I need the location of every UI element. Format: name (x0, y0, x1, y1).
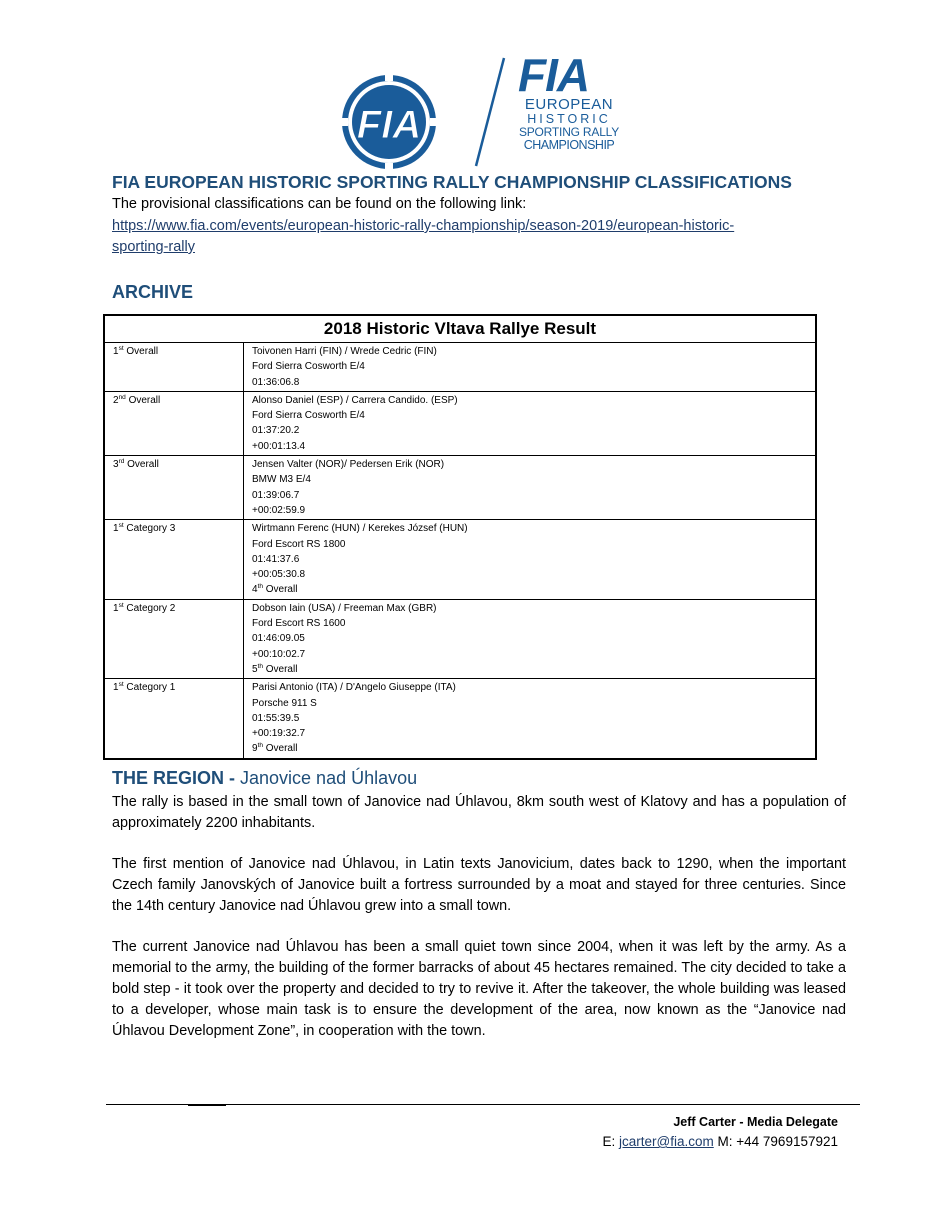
position-label: Category 2 (123, 602, 176, 614)
result-details (244, 520, 817, 599)
results-table-body (104, 343, 816, 759)
overall-suffix: th (257, 662, 263, 670)
position-number: 1 (113, 682, 119, 694)
footer-email-label: E: (602, 1134, 620, 1149)
result-row (104, 343, 816, 392)
position-label: Overall (123, 346, 159, 357)
result-details (244, 343, 817, 392)
position-number: 1 (113, 602, 119, 614)
region-heading (112, 768, 417, 789)
result-row (104, 599, 816, 678)
position-label: Overall (124, 459, 159, 471)
total-time: 01:55:39.5 (252, 712, 300, 724)
region-heading-label: THE REGION - (112, 768, 236, 788)
overall-number: 9 (252, 743, 258, 755)
position-number: 1 (113, 523, 119, 535)
position-label: Category 1 (123, 682, 176, 694)
crew-names: Dobson Iain (USA) / Freeman Max (GBR) (252, 602, 437, 614)
position-suffix: rd (118, 458, 125, 466)
result-row (104, 456, 816, 520)
time-gap: +00:01:13.4 (252, 440, 306, 452)
championship-logo-line2: HISTORIC (527, 112, 611, 126)
footer-email-link[interactable]: jcarter@fia.com (619, 1134, 714, 1149)
classifications-link[interactable]: https://www.fia.com/events/european-historic-rally-championship/season-2019/european-historic- (112, 218, 735, 234)
overall-number: 4 (252, 584, 258, 596)
total-time: 01:39:06.7 (252, 489, 300, 501)
crew-names: Toivonen Harri (FIN) / Wrede Cedric (FIN) (252, 346, 437, 357)
result-position (104, 520, 244, 599)
footer-mobile: M: +44 7969157921 (713, 1134, 838, 1149)
crew-names: Parisi Antonio (ITA) / D'Angelo Giuseppe (ITA) (252, 682, 456, 694)
total-time: 01:41:37.6 (252, 553, 300, 565)
classifications-heading: FIA EUROPEAN HISTORIC SPORTING RALLY CHAMPIONSHIP CLASSIFICATIONS (112, 172, 792, 192)
position-number: 3 (113, 459, 119, 471)
position-suffix: st (118, 522, 124, 530)
result-row (104, 391, 816, 455)
result-details (244, 679, 817, 759)
championship-logo (518, 49, 628, 170)
overall-suffix: th (257, 742, 263, 750)
position-suffix: st (118, 345, 124, 352)
car-model: Porsche 911 S (252, 697, 317, 709)
overall-label: Overall (262, 663, 298, 675)
time-gap: +00:05:30.8 (252, 569, 306, 581)
result-position (104, 679, 244, 759)
crew-names: Wirtmann Ferenc (HUN) / Kerekes József (HUN) (252, 523, 468, 535)
region-paragraph-3: The current Janovice nad Úhlavou has been a small quiet town since 2004, when it was left by the army. As a memorial to the army, the building of the former barracks of about 45 hectares remained. The city decided to take a bold step - it took over the property and decided to try to revive it. After the takeover, the whole building was leased to a developer, whose main task is to ensure the development of the area, now known as the “Janovice nad Úhlavou Development Zone”, in cooperation with the town. (112, 939, 846, 1039)
result-position (104, 599, 244, 678)
car-model: Ford Sierra Cosworth E/4 (252, 361, 365, 373)
header-logos (330, 49, 630, 172)
time-gap: +00:02:59.9 (252, 504, 306, 516)
result-position (104, 456, 244, 520)
position-number: 2 (113, 394, 119, 406)
footer-divider-accent (188, 1104, 226, 1106)
result-position (104, 391, 244, 455)
region-paragraph-1: The rally is based in the small town of Janovice nad Úhlavou, 8km south west of Klatovy and has a population of approximately 2200 inhabitants. (112, 794, 846, 831)
overall-number: 5 (252, 663, 258, 675)
total-time: 01:37:20.2 (252, 425, 300, 437)
results-table (103, 314, 817, 760)
championship-logo-wordmark: FIA (518, 49, 590, 101)
footer-contact-details (603, 1134, 838, 1149)
time-gap: +00:10:02.7 (252, 648, 306, 660)
car-model: Ford Escort RS 1800 (252, 538, 346, 550)
overall-label: Overall (262, 743, 298, 755)
fia-logo (330, 72, 448, 172)
crew-names: Alonso Daniel (ESP) / Carrera Candido. (ESP) (252, 394, 458, 406)
overall-position (252, 662, 809, 677)
car-model: BMW M3 E/4 (252, 474, 311, 486)
car-model: Ford Escort RS 1600 (252, 618, 346, 630)
position-suffix: nd (118, 393, 126, 401)
result-details (244, 456, 817, 520)
car-model: Ford Sierra Cosworth E/4 (252, 410, 365, 422)
footer-contact-name: Jeff Carter - Media Delegate (673, 1115, 838, 1129)
classifications-intro: The provisional classifications can be found on the following link: (112, 196, 527, 212)
championship-logo-line4: CHAMPIONSHIP (523, 138, 615, 152)
crew-names: Jensen Valter (NOR)/ Pedersen Erik (NOR) (252, 459, 445, 471)
position-suffix: st (118, 681, 124, 689)
classifications-link-continued[interactable]: sporting-rally (112, 239, 195, 255)
result-row (104, 679, 816, 759)
fia-logo-text: FIA (356, 103, 422, 147)
archive-heading: ARCHIVE (112, 282, 194, 302)
region-heading-town: Janovice nad Úhlavou (235, 768, 418, 788)
championship-logo-line3: SPORTING RALLY (518, 125, 620, 139)
overall-position (252, 741, 809, 756)
result-row (104, 520, 816, 599)
time-gap: +00:19:32.7 (252, 728, 306, 740)
result-details (244, 599, 817, 678)
results-table-title: 2018 Historic Vltava Rallye Result (104, 315, 816, 343)
championship-logo-line1: EUROPEAN (524, 96, 614, 113)
total-time: 01:36:06.8 (252, 376, 300, 388)
result-position (104, 343, 244, 392)
position-label: Category 3 (123, 523, 176, 535)
overall-position (252, 582, 809, 597)
position-suffix: st (118, 601, 124, 609)
position-number: 1 (113, 346, 119, 357)
overall-label: Overall (262, 584, 298, 596)
total-time: 01:46:09.05 (252, 633, 305, 645)
region-paragraph-2: The first mention of Janovice nad Úhlavou, in Latin texts Janovicium, dates back to 1290, when the important Czech family Janovských of Janovice built a fortress surrounded by a moat and stayed for three centuries. Since the 14th century Janovice nad Úhlavou grew into a small town. (112, 856, 846, 914)
overall-suffix: th (257, 583, 263, 591)
result-details (244, 391, 817, 455)
position-label: Overall (125, 394, 161, 406)
